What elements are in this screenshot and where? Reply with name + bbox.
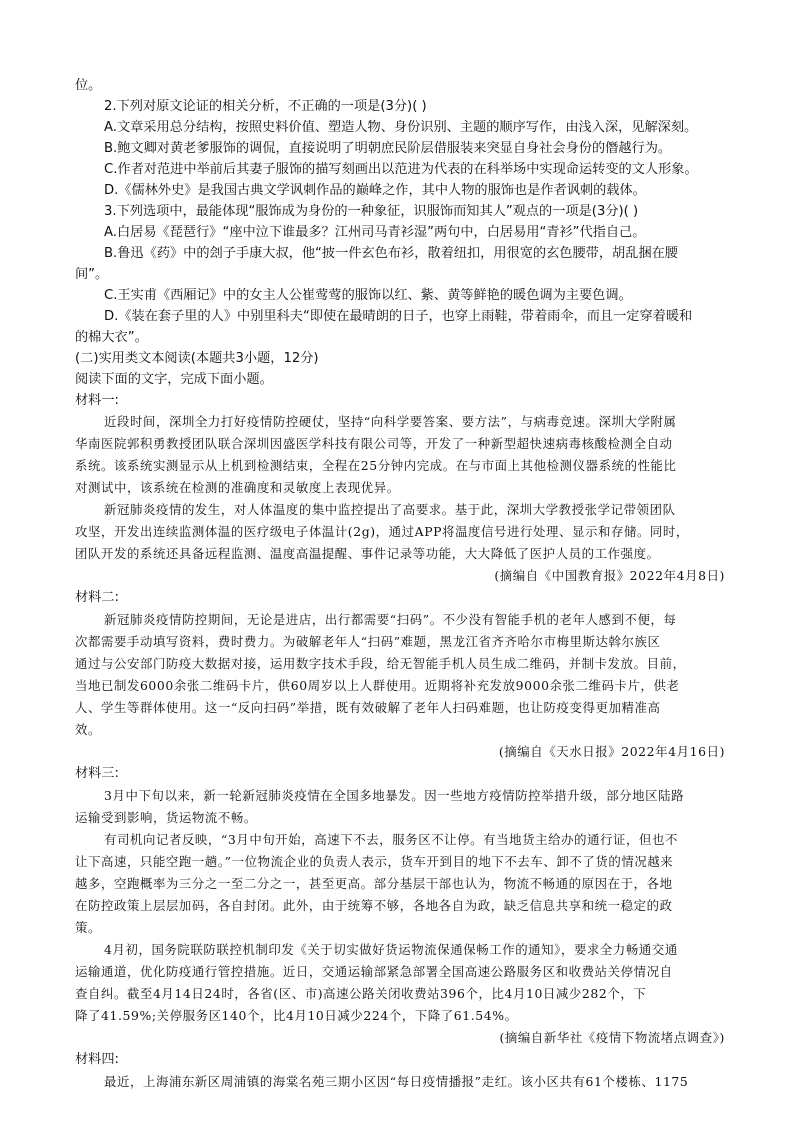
material-3-text: 运输受到影响，货运物流不畅。: [75, 810, 257, 825]
material-3-text: 3月中下旬以来，新一轮新冠肺炎疫情在全国多地暴发。因一些地方疫情防控举措升级，部分地区陆路: [104, 788, 685, 803]
material-2-source: (摘编自《天水日报》2022年4月16日): [498, 744, 725, 759]
material-3-text: 有司机向记者反映，“3月中旬开始，高速下不去，服务区不让停。有当地货主给办的通行证，但也不: [104, 832, 679, 847]
material-1-label: 材料一:: [75, 393, 120, 408]
material-1-source: (摘编自《中国教育报》2022年4月8日): [494, 568, 725, 583]
material-3-label: 材料三:: [75, 766, 120, 781]
material-1-text: 对测试中，该系统在检测的准确度和灵敏度上表现优异。: [75, 480, 400, 495]
instruction: 阅读下面的文字，完成下面小题。: [75, 372, 273, 387]
material-2-text: 通过与公安部门防疫大数据对接，运用数字技术手段，给无智能手机人员生成二维码，并制卡发放。目前，: [75, 656, 686, 671]
option-2d: D.《儒林外史》是我国古典文学讽刺作品的巅峰之作，其中人物的服饰也是作者讽刺的载体。: [104, 183, 646, 198]
option-3b: B.鲁迅《药》中的刽子手康大叔，他“披一件玄色布衫，散着纽扣，用很宽的玄色腰带，胡乱捆在腰: [104, 246, 678, 261]
material-2-text: 效。: [75, 722, 101, 737]
material-2-text: 新冠肺炎疫情防控期间，无论是进店，出行都需要“扫码”。不少没有智能手机的老年人感到不便，每: [104, 612, 677, 627]
material-2-text: 当地已制发6000余张二维码卡片，供60周岁以上人群使用。近期将补充发放9000余张二维码卡片，供老: [75, 678, 680, 693]
option-2b: B.鲍文卿对黄老爹服饰的调侃，直接说明了明朝庶民阶层借服装来突显自身社会身份的僭越行为。: [104, 141, 672, 156]
text-line: 位。: [75, 78, 102, 93]
option-3c: C.王实甫《西厢记》中的女主人公崔莺莺的服饰以红、紫、黄等鲜艳的暖色调为主要色调。: [104, 288, 632, 303]
section-heading: (二)实用类文本阅读(本题共3小题，12分): [75, 351, 319, 366]
material-1-text: 系统。该系统实测显示从上机到检测结束，全程在25分钟内完成。在与市面上其他检测仪器系统的性能比: [75, 458, 677, 473]
material-4-label: 材料四:: [75, 1052, 120, 1067]
option-2a: A.文章采用总分结构，按照史料价值、塑造人物、身份识别、主题的顺序写作，由浅入深，见解深刻。: [104, 120, 698, 135]
material-1-text: 团队开发的系统还具备远程监测、温度高温提醒、事件记录等功能，大大降低了医护人员的工作强度。: [75, 546, 660, 561]
material-3-text: 让下高速，只能空跑一趟。”一位物流企业的负责人表示，货车开到目的地下不去车、卸不了货的情况越来: [75, 854, 674, 869]
option-2c: C.作者对范进中举前后其妻子服饰的描写刻画出以范进为代表的在科举场中实现命运转变的文人形象。: [104, 162, 698, 177]
material-1-text: 攻坚，开发出连续监测体温的医疗级电子体温计(2g)，通过APP将温度信号进行处理、显示和存储。同时，: [75, 524, 689, 539]
material-2-label: 材料二:: [75, 590, 120, 605]
material-2-text: 次都需要手动填写资料，费时费力。为破解老年人“扫码”难题，黑龙江省齐齐哈尔市梅里斯达斡尔族区: [75, 634, 661, 649]
material-3-text: 越多，空跑概率为三分之一至二分之一，甚至更高。部分基层干部也认为，物流不畅通的原因在于，各地: [75, 876, 673, 891]
material-1-text: 近段时间，深圳全力打好疫情防控硬仗，坚持“向科学要答案、要方法”，与病毒竞速。深圳大学附属: [104, 414, 677, 429]
option-3b-cont: 间”。: [75, 267, 109, 282]
material-2-text: 人、学生等群体使用。这一“反向扫码”举措，既有效破解了老年人扫码难题，也让防疫变得更加精准高: [75, 700, 661, 715]
material-3-text: 在防控政策上层层加码，各自封闭。此外，由于统筹不够，各地各自为政，缺乏信息共享和统一稳定的政: [75, 898, 673, 913]
option-3d: D.《装在套子里的人》中别里科夫“即使在最晴朗的日子，也穿上雨鞋，带着雨伞，而且一定穿着暖和: [104, 309, 693, 324]
option-3a: A.白居易《琵琶行》“座中泣下谁最多？江州司马青衫湿”两句中，白居易用“青衫”代指自己。: [104, 225, 646, 240]
material-4-text: 最近，上海浦东新区周浦镇的海棠名苑三期小区因“每日疫情播报”走红。该小区共有61个楼栋、1175: [104, 1074, 689, 1089]
option-3d-cont: 的棉大衣”。: [75, 330, 148, 345]
material-1-text: 华南医院郭积勇教授团队联合深圳因盛医学科技有限公司等，开发了一种新型超快速病毒核酸检测全自动: [75, 436, 673, 451]
material-3-source: (摘编自新华社《疫情下物流堵点调查》): [499, 1030, 725, 1045]
material-3-text: 降了41.59%;关停服务区140个，比4月10日减少224个，下降了61.54%。: [75, 1008, 518, 1023]
material-3-text: 运输通道，优化防疫通行管控措施。近日，交通运输部紧急部署全国高速公路服务区和收费站关停情况自: [75, 964, 673, 979]
material-1-text: 新冠肺炎疫情的发生，对人体温度的集中监控提出了高要求。基于此，深圳大学教授张学记带领团队: [104, 502, 676, 517]
question-2: 2.下列对原文论证的相关分析，不正确的一项是(3分)( ): [104, 99, 427, 114]
material-3-text: 策。: [75, 920, 101, 935]
material-3-text: 4月初，国务院联防联控机制印发《关于切实做好货运物流保通保畅工作的通知》，要求全力畅通交通: [104, 942, 678, 957]
question-3: 3.下列选项中，最能体现“服饰成为身份的一种象征，识服饰而知其人”观点的一项是(3分)( ): [104, 204, 639, 219]
material-3-text: 查自纠。截至4月14日24时，各省(区、市)高速公路关闭收费站396个，比4月10日减少282个，下: [75, 986, 647, 1001]
